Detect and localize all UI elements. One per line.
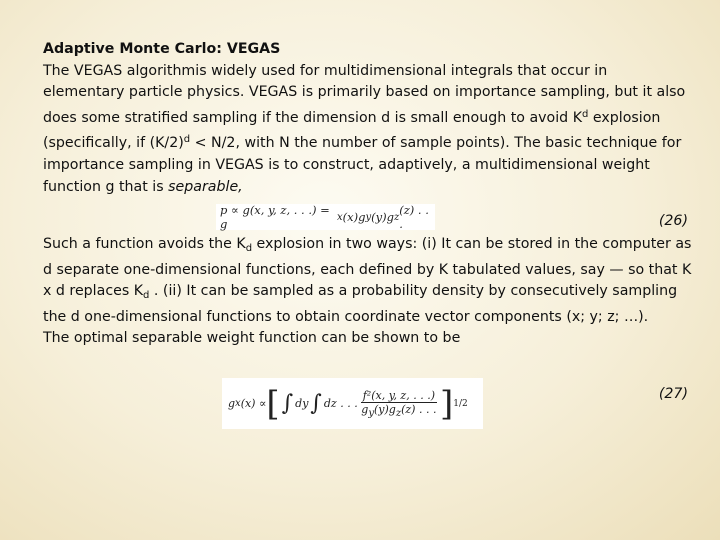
eq26-sub-z: z: [393, 211, 400, 223]
eq27-integral-2: ∫: [310, 391, 322, 416]
eq27-den-mid: (y)g: [373, 402, 396, 416]
intro-text-b: explosion (specifically, if (K/2): [43, 109, 661, 152]
equation-number-26: (26): [658, 213, 688, 229]
eq27-dy: dy: [295, 397, 309, 410]
eq27-den-sub-y: y: [368, 407, 374, 419]
eq27-integral-1: ∫: [281, 391, 294, 416]
eq27-dz: dz . . .: [323, 397, 358, 410]
paragraph-optimal: The optimal separable weight function can be shown to be: [43, 330, 461, 347]
equation-27-image: [222, 378, 483, 429]
eq26-sub-x: x: [336, 211, 343, 223]
document-body-2: [43, 234, 693, 350]
subscript-d-1: d: [245, 243, 253, 254]
superscript-d-2: d: [183, 134, 191, 146]
eq27-den-end: (z) . . .: [401, 402, 437, 416]
superscript-d-1: d: [582, 108, 589, 120]
eq27-numerator: f²(x, y, z, . . .): [362, 388, 435, 402]
eq27-denominator: [361, 403, 436, 419]
p2-text-b: explosion in two ways: (i) It can be stored in the computer as d separate one-dimensional functions, each defined by K tabulated values, say — so that K x d replaces K: [43, 236, 692, 300]
eq27-lhs: g: [228, 397, 236, 410]
eq27-den-g: g: [361, 402, 369, 416]
eq26-part-f: (z) . . .: [399, 203, 429, 231]
equation-26-image: [216, 204, 435, 230]
eq26-sub-y: y: [365, 211, 372, 223]
p2-text-a: Such a function avoids the K: [43, 236, 246, 252]
intro-text-c: < N/2, with N the number of sample points). The basic technique for importance sampling in VEGAS is to construct, adaptively, a multidimensional weight function g that is: [43, 135, 682, 195]
document-title: Adaptive Monte Carlo: VEGAS: [43, 41, 281, 57]
eq27-fraction: [361, 389, 437, 419]
eq27-lhs-sub: x: [235, 398, 241, 409]
paragraph-intro: [43, 61, 693, 199]
subscript-d-2: d: [143, 290, 150, 302]
equation-number-27: (27): [658, 386, 688, 402]
document-body: [43, 39, 693, 198]
intro-italic: separable,: [168, 178, 243, 195]
eq26-lhs: p ∝ g(x, y, z, . . .) = g: [220, 203, 330, 231]
paragraph-explosion: [43, 234, 693, 328]
intro-text-a: The VEGAS algorithmis widely used for multidimensional integrals that occur in elementary particle physics. VEGAS is primarily based on importance sampling, but it also does some stratified sampling if the dimension d is small enough to avoid K: [43, 62, 686, 126]
eq27-power: 1/2: [453, 398, 468, 409]
eq27-lhs-arg: (x) ∝: [240, 397, 267, 410]
eq26-part-b: (x)g: [342, 210, 366, 224]
eq26-part-d: (y)g: [371, 210, 394, 224]
eq27-left-bracket: [: [266, 383, 280, 424]
eq27-den-sub-z: z: [395, 407, 402, 419]
p2-text-c: . (ii) It can be sampled as a probability density by consecutively sampling the d one-dimensional functions to obtain coordinate vector components (x; y; z; …).: [43, 283, 678, 325]
eq27-right-bracket: ]: [440, 383, 454, 424]
